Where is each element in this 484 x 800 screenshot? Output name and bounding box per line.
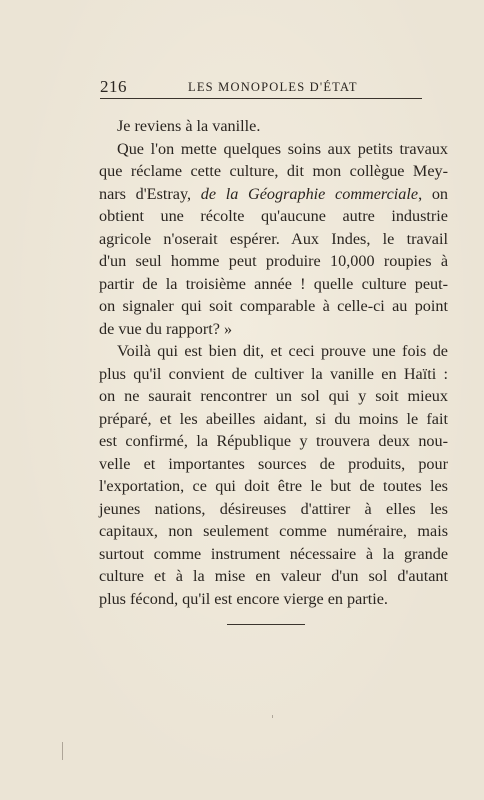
text-line bbox=[99, 228, 448, 251]
text-line bbox=[99, 250, 448, 273]
text-run: culture et à la mise en valeur d'un sol d'autant bbox=[99, 567, 448, 585]
text-run: jeunes nations, désireuses d'attirer à elles les bbox=[99, 499, 448, 518]
text-line bbox=[99, 498, 448, 521]
text-line bbox=[99, 588, 448, 611]
text-run: Je reviens à la vanille. bbox=[117, 117, 261, 135]
text-run: surtout comme instrument nécessaire à la grande bbox=[99, 544, 448, 563]
text-run: plus fécond, qu'il est encore vierge en partie. bbox=[99, 589, 388, 608]
italic-text: de la Géographie commerciale bbox=[200, 184, 419, 203]
text-run: Voilà qui est bien dit, et ceci prouve une fois de bbox=[117, 342, 448, 360]
text-line bbox=[99, 385, 448, 408]
text-run: l'exportation, ce qui doit être le but de toutes les bbox=[99, 477, 448, 495]
paper-speck bbox=[272, 715, 273, 718]
text-line bbox=[99, 295, 448, 318]
text-line bbox=[99, 160, 448, 183]
text-line bbox=[99, 543, 448, 566]
text-run: que réclame cette culture, dit mon collègue Mey- bbox=[99, 162, 448, 180]
text-run: capitaux, non seulement comme numéraire, mais bbox=[99, 522, 448, 540]
text-run: on ne saurait rencontrer un sol qui y soit mieux bbox=[99, 387, 448, 405]
body-text bbox=[99, 115, 448, 610]
text-run: obtient une récolte qu'aucune autre industrie bbox=[99, 207, 448, 225]
text-line bbox=[99, 565, 448, 588]
text-run: d'un seul homme peut produire 10,000 roupies à bbox=[99, 252, 448, 270]
text-line bbox=[99, 430, 448, 453]
text-line bbox=[99, 115, 448, 138]
text-line bbox=[99, 475, 448, 498]
text-run: partir de la troisième année ! quelle culture peut- bbox=[99, 274, 448, 293]
paper-speck bbox=[62, 742, 63, 760]
text-run: de vue du rapport? » bbox=[99, 319, 233, 338]
text-line bbox=[99, 520, 448, 543]
text-line bbox=[99, 453, 448, 476]
text-line bbox=[99, 318, 448, 341]
running-head bbox=[100, 76, 422, 99]
text-line bbox=[99, 205, 448, 228]
text-run: , on bbox=[418, 184, 449, 203]
text-line bbox=[99, 138, 448, 161]
section-separator-rule bbox=[227, 624, 305, 625]
text-run: plus qu'il convient de cultiver la vanille en Haïti : bbox=[99, 364, 448, 383]
text-run: velle et importantes sources de produits, pour bbox=[99, 454, 448, 473]
text-line bbox=[99, 273, 448, 296]
text-line bbox=[99, 363, 448, 386]
page-number: 216 bbox=[100, 77, 127, 96]
text-run: on signaler qui soit comparable à celle-ci au point bbox=[99, 297, 448, 315]
running-title: LES MONOPOLES D'ÉTAT bbox=[188, 80, 358, 94]
text-line bbox=[99, 408, 448, 431]
text-run: préparé, et les abeilles aidant, si du moins le fait bbox=[99, 409, 448, 428]
text-line bbox=[99, 183, 448, 206]
text-run: est confirmé, la République y trouvera deux nou- bbox=[99, 432, 448, 450]
text-run: Que l'on mette quelques soins aux petits travaux bbox=[117, 139, 448, 158]
text-line bbox=[99, 340, 448, 363]
text-run: agricole n'oserait espérer. Aux Indes, le travail bbox=[99, 229, 448, 248]
text-run: nars d'Estray, bbox=[99, 184, 201, 203]
